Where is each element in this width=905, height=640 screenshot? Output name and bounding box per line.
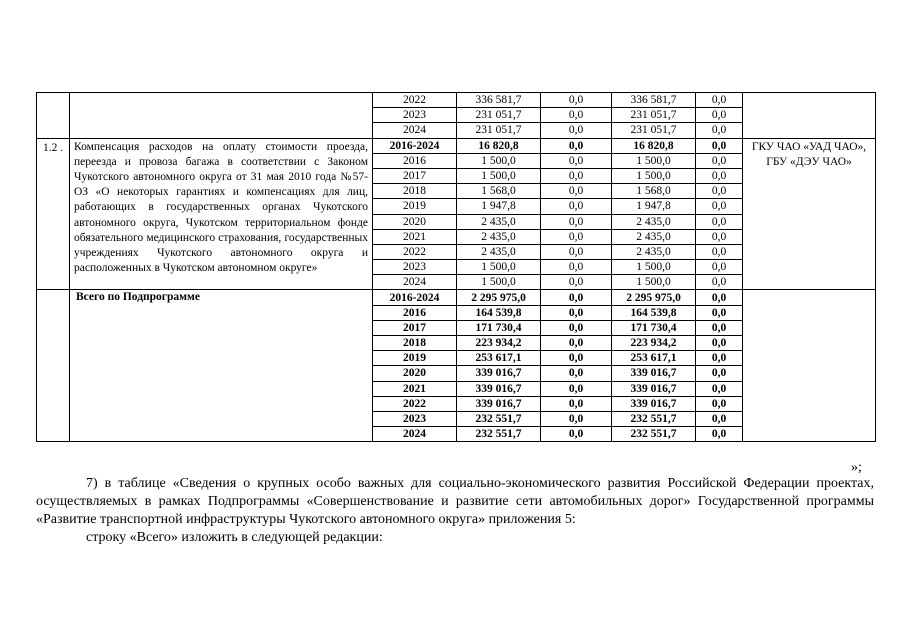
cell-c2: 1 500,0 — [612, 153, 696, 168]
cell-c1: 0,0 — [541, 93, 612, 108]
cell-executor-empty — [743, 93, 876, 139]
cell-c1: 0,0 — [541, 108, 612, 123]
cell-year: 2016 — [373, 305, 457, 320]
cell-c3: 0,0 — [696, 138, 743, 153]
paragraph-item-7: 7) в таблице «Сведения о крупных особо важных для социально-экономического развития Российской Федерации проектах, осуществляемых в рамках Подпрограммы «Совершенствование и развитие сети автомобильных дорог» Государственной программы «Развитие транспортной инфраструктуры Чукотского автономного округа» приложения 5: — [36, 476, 874, 527]
total-executor-empty — [743, 290, 876, 442]
cell-total: 232 551,7 — [457, 411, 541, 426]
cell-year: 2020 — [373, 214, 457, 229]
cell-c1: 0,0 — [541, 366, 612, 381]
budget-table — [36, 92, 876, 442]
cell-c2: 171 730,4 — [612, 320, 696, 335]
total-label: Всего по Подпрограмме — [70, 290, 373, 442]
cell-description-empty — [70, 93, 373, 139]
cell-c1: 0,0 — [541, 244, 612, 259]
cell-c1: 0,0 — [541, 427, 612, 442]
cell-c2: 232 551,7 — [612, 411, 696, 426]
cell-c1: 0,0 — [541, 138, 612, 153]
cell-c3: 0,0 — [696, 229, 743, 244]
cell-c3: 0,0 — [696, 93, 743, 108]
cell-c1: 0,0 — [541, 184, 612, 199]
cell-c1: 0,0 — [541, 305, 612, 320]
cell-c3: 0,0 — [696, 336, 743, 351]
cell-c1: 0,0 — [541, 290, 612, 305]
cell-total: 16 820,8 — [457, 138, 541, 153]
cell-c1: 0,0 — [541, 381, 612, 396]
cell-c3: 0,0 — [696, 168, 743, 183]
cell-c3: 0,0 — [696, 366, 743, 381]
cell-year: 2017 — [373, 168, 457, 183]
table-row — [37, 93, 876, 108]
cell-c3: 0,0 — [696, 244, 743, 259]
cell-c2: 1 500,0 — [612, 260, 696, 275]
cell-total: 2 435,0 — [457, 214, 541, 229]
item-executor: ГКУ ЧАО «УАД ЧАО», ГБУ «ДЭУ ЧАО» — [743, 138, 876, 290]
cell-year: 2020 — [373, 366, 457, 381]
cell-year: 2022 — [373, 93, 457, 108]
cell-c3: 0,0 — [696, 320, 743, 335]
cell-c2: 339 016,7 — [612, 366, 696, 381]
cell-c2: 231 051,7 — [612, 123, 696, 138]
table-row — [37, 138, 876, 153]
cell-year: 2023 — [373, 260, 457, 275]
cell-c3: 0,0 — [696, 184, 743, 199]
cell-c1: 0,0 — [541, 275, 612, 290]
cell-c1: 0,0 — [541, 229, 612, 244]
cell-year: 2021 — [373, 229, 457, 244]
total-index-empty — [37, 290, 70, 442]
cell-c1: 0,0 — [541, 214, 612, 229]
cell-c3: 0,0 — [696, 411, 743, 426]
cell-c3: 0,0 — [696, 290, 743, 305]
cell-total: 1 568,0 — [457, 184, 541, 199]
cell-total: 2 435,0 — [457, 244, 541, 259]
cell-c3: 0,0 — [696, 123, 743, 138]
cell-year: 2018 — [373, 336, 457, 351]
cell-c2: 1 500,0 — [612, 168, 696, 183]
cell-total: 223 934,2 — [457, 336, 541, 351]
cell-c1: 0,0 — [541, 396, 612, 411]
cell-total: 1 500,0 — [457, 260, 541, 275]
cell-c3: 0,0 — [696, 351, 743, 366]
cell-c2: 231 051,7 — [612, 108, 696, 123]
cell-c2: 2 435,0 — [612, 244, 696, 259]
cell-c2: 16 820,8 — [612, 138, 696, 153]
cell-total: 1 500,0 — [457, 275, 541, 290]
cell-year: 2024 — [373, 427, 457, 442]
cell-c3: 0,0 — [696, 427, 743, 442]
cell-c2: 336 581,7 — [612, 93, 696, 108]
cell-c2: 1 568,0 — [612, 184, 696, 199]
table-body — [37, 93, 876, 442]
cell-year: 2016-2024 — [373, 138, 457, 153]
cell-c2: 339 016,7 — [612, 381, 696, 396]
cell-c2: 2 295 975,0 — [612, 290, 696, 305]
cell-c2: 223 934,2 — [612, 336, 696, 351]
cell-c2: 2 435,0 — [612, 214, 696, 229]
table-row — [37, 290, 876, 305]
cell-c2: 164 539,8 — [612, 305, 696, 320]
item-index: 1.2 . — [37, 138, 70, 290]
cell-c2: 1 947,8 — [612, 199, 696, 214]
cell-c1: 0,0 — [541, 168, 612, 183]
cell-c3: 0,0 — [696, 214, 743, 229]
cell-year: 2017 — [373, 320, 457, 335]
cell-c2: 232 551,7 — [612, 427, 696, 442]
cell-total: 253 617,1 — [457, 351, 541, 366]
cell-year: 2021 — [373, 381, 457, 396]
cell-c2: 253 617,1 — [612, 351, 696, 366]
cell-total: 231 051,7 — [457, 123, 541, 138]
paragraph-total-row: строку «Всего» изложить в следующей редакции: — [86, 530, 383, 545]
cell-c1: 0,0 — [541, 320, 612, 335]
cell-total: 339 016,7 — [457, 381, 541, 396]
closing-quote-mark: »; — [851, 460, 862, 475]
cell-total: 339 016,7 — [457, 366, 541, 381]
cell-c1: 0,0 — [541, 336, 612, 351]
cell-year: 2019 — [373, 199, 457, 214]
cell-total: 164 539,8 — [457, 305, 541, 320]
cell-total: 2 435,0 — [457, 229, 541, 244]
cell-c3: 0,0 — [696, 275, 743, 290]
cell-total: 171 730,4 — [457, 320, 541, 335]
cell-year: 2016 — [373, 153, 457, 168]
cell-c3: 0,0 — [696, 153, 743, 168]
cell-year: 2024 — [373, 123, 457, 138]
cell-c1: 0,0 — [541, 411, 612, 426]
cell-c3: 0,0 — [696, 396, 743, 411]
cell-year: 2022 — [373, 396, 457, 411]
cell-c1: 0,0 — [541, 123, 612, 138]
cell-c2: 1 500,0 — [612, 275, 696, 290]
cell-total: 1 500,0 — [457, 153, 541, 168]
cell-year: 2023 — [373, 108, 457, 123]
cell-total: 339 016,7 — [457, 396, 541, 411]
cell-total: 2 295 975,0 — [457, 290, 541, 305]
cell-index-empty — [37, 93, 70, 139]
cell-c2: 339 016,7 — [612, 396, 696, 411]
cell-total: 232 551,7 — [457, 427, 541, 442]
cell-c1: 0,0 — [541, 351, 612, 366]
cell-year: 2022 — [373, 244, 457, 259]
cell-total: 1 500,0 — [457, 168, 541, 183]
cell-year: 2024 — [373, 275, 457, 290]
cell-c1: 0,0 — [541, 260, 612, 275]
cell-c3: 0,0 — [696, 108, 743, 123]
cell-c3: 0,0 — [696, 199, 743, 214]
item-description: Компенсация расходов на оплату стоимости проезда, переезда и провоза багажа в соответствии с Законом Чукотского автономного округа от 31 мая 2010 года №57-ОЗ «О некоторых гарантиях и компенсациях для лиц, работающих в государственных органах Чукотского автономного округа, Чукотском территориальном фонде обязательного медицинского страхования, государственных учреждениях Чукотского автономного округа и расположенных в Чукотском автономном округе» — [70, 138, 373, 290]
cell-total: 231 051,7 — [457, 108, 541, 123]
cell-year: 2018 — [373, 184, 457, 199]
cell-total: 336 581,7 — [457, 93, 541, 108]
cell-year: 2023 — [373, 411, 457, 426]
cell-year: 2016-2024 — [373, 290, 457, 305]
cell-year: 2019 — [373, 351, 457, 366]
cell-c3: 0,0 — [696, 381, 743, 396]
cell-c2: 2 435,0 — [612, 229, 696, 244]
cell-total: 1 947,8 — [457, 199, 541, 214]
cell-c1: 0,0 — [541, 153, 612, 168]
cell-c1: 0,0 — [541, 199, 612, 214]
cell-c3: 0,0 — [696, 305, 743, 320]
cell-c3: 0,0 — [696, 260, 743, 275]
